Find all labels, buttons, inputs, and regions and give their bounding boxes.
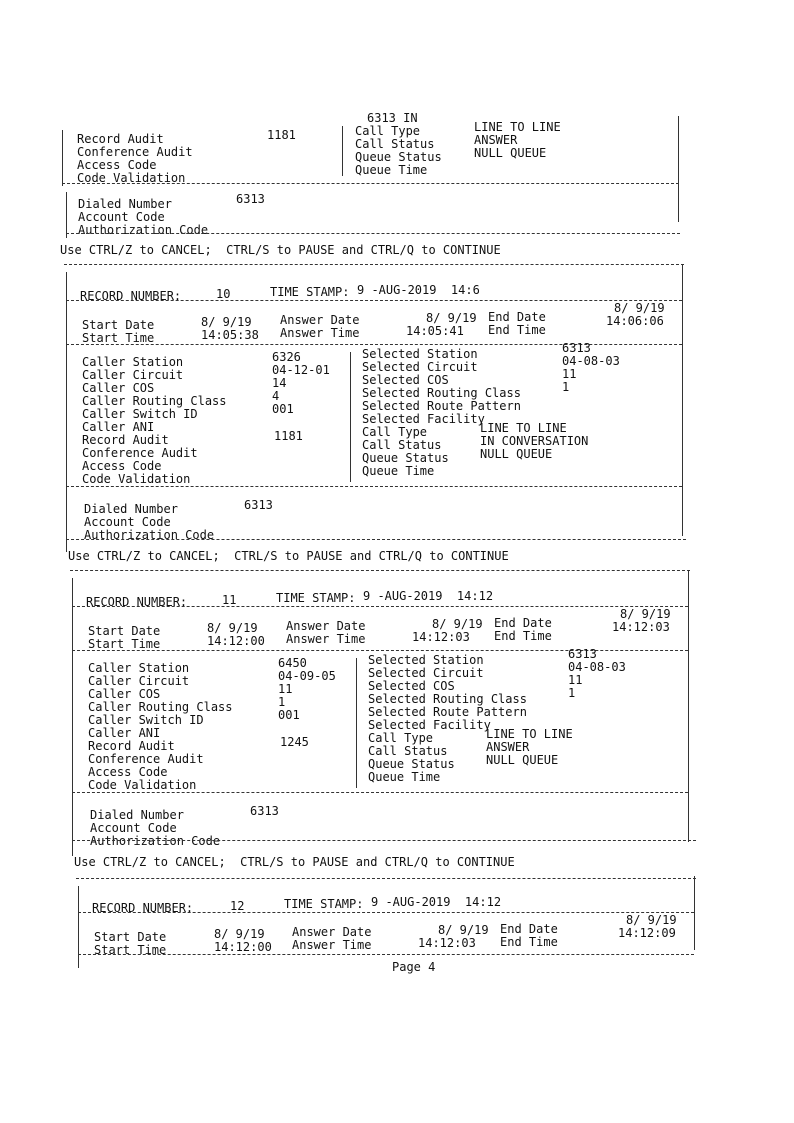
answer-date: 8/ 9/19: [432, 617, 483, 631]
timestamp: 9 -AUG-2019 14:6: [357, 283, 480, 297]
continuation-label: Call Status: [355, 137, 435, 151]
end-date: 8/ 9/19: [626, 913, 677, 927]
field-label: Code Validation: [88, 778, 197, 792]
start-time-label: Start Time: [94, 943, 167, 957]
field-value: 04-12-01: [272, 363, 330, 377]
end-date: 8/ 9/19: [620, 607, 671, 621]
page-number: Page 4: [392, 960, 436, 974]
field-label: Conference Audit: [88, 752, 204, 766]
field-label: Caller Station: [88, 661, 190, 675]
field-value: 4: [272, 389, 280, 403]
record-number: 12: [230, 899, 245, 913]
continuation-value: LINE TO LINE: [474, 120, 561, 134]
field-value: 1: [568, 686, 576, 700]
field-label: Caller Routing Class: [82, 394, 227, 408]
field-value: NULL QUEUE: [480, 447, 553, 461]
dialed-label: Authorization Code: [78, 223, 209, 237]
dialed-label: Account Code: [90, 821, 177, 835]
end-date: 8/ 9/19: [614, 301, 665, 315]
field-label: Selected Routing Class: [368, 692, 527, 706]
end-date-label: End Date: [494, 616, 552, 630]
answer-date-label: Answer Date: [286, 619, 366, 633]
field-value: IN CONVERSATION: [480, 434, 589, 448]
continuation-label: Call Type: [355, 124, 421, 138]
record-number: 11: [222, 593, 237, 607]
dialed-label: Account Code: [78, 210, 165, 224]
field-value: 6313: [568, 647, 597, 661]
field-value: 14: [272, 376, 287, 390]
start-time-label: Start Time: [88, 637, 161, 651]
start-date-label: Start Date: [82, 318, 155, 332]
field-label: Access Code: [82, 459, 162, 473]
field-label: Call Type: [362, 425, 428, 439]
dialed-label: Dialed Number: [84, 502, 178, 516]
end-time-label: End Time: [488, 323, 546, 337]
answer-time: 14:05:41: [406, 324, 464, 338]
timestamp: 9 -AUG-2019 14:12: [371, 895, 502, 909]
answer-time-label: Answer Time: [286, 632, 366, 646]
continuation-label: Code Validation: [77, 171, 186, 185]
field-label: Call Status: [362, 438, 442, 452]
record-number: 10: [216, 287, 231, 301]
field-label: Selected Facility: [368, 718, 491, 732]
answer-date-label: Answer Date: [280, 313, 360, 327]
field-value: LINE TO LINE: [486, 727, 573, 741]
field-label: Selected COS: [362, 373, 449, 387]
dialed-label: Dialed Number: [78, 197, 172, 211]
answer-time: 14:12:03: [412, 630, 470, 644]
dialed-number-value: 6313: [250, 804, 279, 818]
answer-date-label: Answer Date: [292, 925, 372, 939]
continuation-label: Queue Status: [355, 150, 442, 164]
record-number-label: RECORD NUMBER:: [86, 595, 188, 609]
start-date: 8/ 9/19: [201, 315, 252, 329]
dialed-number-value: 6313: [236, 192, 265, 206]
field-value: 11: [278, 682, 293, 696]
dialed-label: Authorization Code: [90, 834, 221, 848]
field-label: Caller Circuit: [88, 674, 190, 688]
start-time-label: Start Time: [82, 331, 155, 345]
answer-time-label: Answer Time: [280, 326, 360, 340]
field-label: Selected COS: [368, 679, 455, 693]
start-time: 14:05:38: [201, 328, 259, 342]
field-label: Code Validation: [82, 472, 191, 486]
dialed-label: Dialed Number: [90, 808, 184, 822]
field-label: Call Type: [368, 731, 434, 745]
field-value: 04-08-03: [568, 660, 626, 674]
continuation-value: NULL QUEUE: [474, 146, 547, 160]
answer-time: 14:12:03: [418, 936, 476, 950]
continuation-value: 1181: [267, 128, 296, 142]
dialed-number-value: 6313: [244, 498, 273, 512]
control-prompt: Use CTRL/Z to CANCEL; CTRL/S to PAUSE and CTRL/Q to CONTINUE: [68, 549, 509, 563]
end-time: 14:12:03: [612, 620, 670, 634]
dialed-label: Authorization Code: [84, 528, 215, 542]
timestamp-label: TIME STAMP:: [270, 285, 350, 299]
start-date-label: Start Date: [88, 624, 161, 638]
field-label: Caller COS: [82, 381, 155, 395]
answer-time-label: Answer Time: [292, 938, 372, 952]
field-label: Caller Routing Class: [88, 700, 233, 714]
field-label: Record Audit: [88, 739, 175, 753]
field-label: Caller COS: [88, 687, 161, 701]
field-value: 11: [562, 367, 577, 381]
answer-date: 8/ 9/19: [438, 923, 489, 937]
record-number-label: RECORD NUMBER:: [92, 901, 194, 915]
field-label: Queue Status: [362, 451, 449, 465]
continuation-label: Access Code: [77, 158, 157, 172]
dialed-label: Account Code: [84, 515, 171, 529]
field-label: Caller Circuit: [82, 368, 184, 382]
field-value: 001: [278, 708, 300, 722]
field-value: 11: [568, 673, 583, 687]
field-label: Caller Switch ID: [88, 713, 204, 727]
field-label: Selected Circuit: [362, 360, 478, 374]
continuation-label: Conference Audit: [77, 145, 193, 159]
end-time: 14:06:06: [606, 314, 664, 328]
start-time: 14:12:00: [214, 940, 272, 954]
field-label: Access Code: [88, 765, 168, 779]
field-label: Record Audit: [82, 433, 169, 447]
field-label: Caller Station: [82, 355, 184, 369]
field-label: Selected Station: [368, 653, 484, 667]
field-label: Caller ANI: [88, 726, 161, 740]
field-label: Queue Time: [368, 770, 441, 784]
answer-date: 8/ 9/19: [426, 311, 477, 325]
start-time: 14:12:00: [207, 634, 265, 648]
end-time: 14:12:09: [618, 926, 676, 940]
start-date: 8/ 9/19: [207, 621, 258, 635]
field-value: 6313: [562, 341, 591, 355]
field-value: 6326: [272, 350, 301, 364]
field-value: 04-09-05: [278, 669, 336, 683]
end-date-label: End Date: [488, 310, 546, 324]
field-value: 1245: [280, 735, 309, 749]
timestamp-label: TIME STAMP:: [284, 897, 364, 911]
field-value: NULL QUEUE: [486, 753, 559, 767]
field-value: LINE TO LINE: [480, 421, 567, 435]
field-label: Queue Time: [362, 464, 435, 478]
field-label: Selected Circuit: [368, 666, 484, 680]
continuation-label: Record Audit: [77, 132, 164, 146]
continuation-value: ANSWER: [474, 133, 518, 147]
field-label: Selected Facility: [362, 412, 485, 426]
field-value: 001: [272, 402, 294, 416]
timestamp: 9 -AUG-2019 14:12: [363, 589, 494, 603]
field-label: Call Status: [368, 744, 448, 758]
field-label: Selected Routing Class: [362, 386, 521, 400]
start-date: 8/ 9/19: [214, 927, 265, 941]
field-label: Selected Route Pattern: [368, 705, 527, 719]
timestamp-label: TIME STAMP:: [276, 591, 356, 605]
field-label: Queue Status: [368, 757, 455, 771]
record-number-label: RECORD NUMBER:: [80, 289, 182, 303]
field-label: Selected Station: [362, 347, 478, 361]
end-date-label: End Date: [500, 922, 558, 936]
control-prompt: Use CTRL/Z to CANCEL; CTRL/S to PAUSE and CTRL/Q to CONTINUE: [60, 243, 501, 257]
field-label: Selected Route Pattern: [362, 399, 521, 413]
continuation-label: Queue Time: [355, 163, 428, 177]
control-prompt: Use CTRL/Z to CANCEL; CTRL/S to PAUSE and CTRL/Q to CONTINUE: [74, 855, 515, 869]
continuation-header-value: 6313 IN: [367, 111, 418, 125]
field-label: Conference Audit: [82, 446, 198, 460]
start-date-label: Start Date: [94, 930, 167, 944]
end-time-label: End Time: [494, 629, 552, 643]
field-value: 1: [562, 380, 570, 394]
field-label: Caller Switch ID: [82, 407, 198, 421]
field-value: ANSWER: [486, 740, 530, 754]
field-value: 6450: [278, 656, 307, 670]
field-label: Caller ANI: [82, 420, 155, 434]
field-value: 04-08-03: [562, 354, 620, 368]
end-time-label: End Time: [500, 935, 558, 949]
field-value: 1: [278, 695, 286, 709]
field-value: 1181: [274, 429, 303, 443]
